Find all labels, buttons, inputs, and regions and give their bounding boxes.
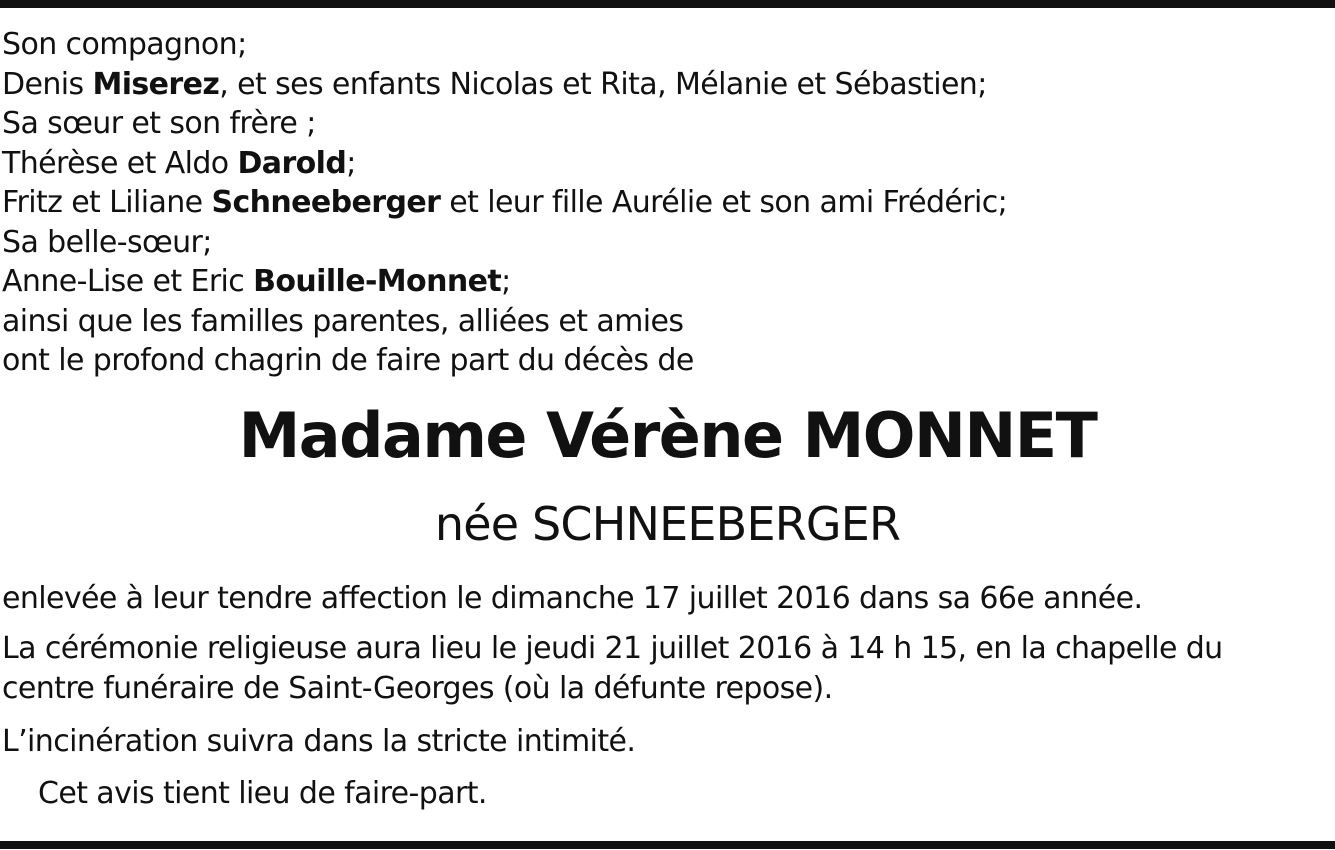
- family-text: ont le profond chagrin de faire part du décès de: [2, 343, 694, 378]
- top-border-rule: [0, 0, 1335, 8]
- family-text: Thérèse et Aldo: [2, 145, 238, 181]
- family-text: Fritz et Liliane: [2, 185, 212, 220]
- family-surname: Miserez: [92, 66, 220, 102]
- family-surname: Schneeberger: [211, 185, 441, 220]
- cremation-note: L’incinération suivra dans la stricte intimité.: [2, 724, 636, 759]
- ceremony-line-2: centre funéraire de Saint-Georges (où la défunte repose).: [2, 671, 833, 706]
- deceased-name: Madame Vérène MONNET: [238, 399, 1097, 472]
- family-line: [2, 65, 1007, 105]
- family-text: Anne-Lise et Eric: [2, 264, 254, 299]
- family-text: Sa belle-sœur;: [2, 224, 212, 260]
- family-line: [2, 183, 1007, 223]
- bottom-border-rule: [0, 841, 1335, 849]
- notice-statement: Cet avis tient lieu de faire-part.: [38, 776, 487, 811]
- family-line: [2, 25, 1007, 65]
- family-text: et leur fille Aurélie et son ami Frédéric;: [440, 185, 1008, 220]
- family-text: ainsi que les familles parentes, alliées et amies: [2, 303, 684, 339]
- ceremony-line-1: La cérémonie religieuse aura lieu le jeudi 21 juillet 2016 à 14 h 15, en la chapelle du: [2, 631, 1223, 666]
- family-line: [2, 223, 1007, 263]
- family-text: Son compagnon;: [2, 27, 247, 62]
- family-line: [2, 144, 1007, 184]
- family-text: , et ses enfants Nicolas et Rita, Mélanie et Sébastien;: [219, 66, 987, 102]
- deceased-maiden-name: née SCHNEEBERGER: [434, 497, 901, 551]
- family-text: ;: [346, 145, 356, 181]
- death-announcement: enlevée à leur tendre affection le dimanche 17 juillet 2016 dans sa 66e année.: [2, 581, 1143, 616]
- ceremony-details: [2, 629, 1223, 709]
- family-line: [2, 262, 1007, 302]
- family-text: Denis: [2, 66, 93, 102]
- family-surname: Bouille-Monnet: [253, 264, 502, 299]
- family-list: [2, 25, 1007, 381]
- family-surname: Darold: [237, 145, 347, 181]
- family-line: [2, 302, 1007, 342]
- family-text: ;: [501, 264, 511, 299]
- family-line: [2, 341, 1007, 381]
- family-line: [2, 104, 1007, 144]
- family-text: Sa sœur et son frère ;: [2, 106, 316, 141]
